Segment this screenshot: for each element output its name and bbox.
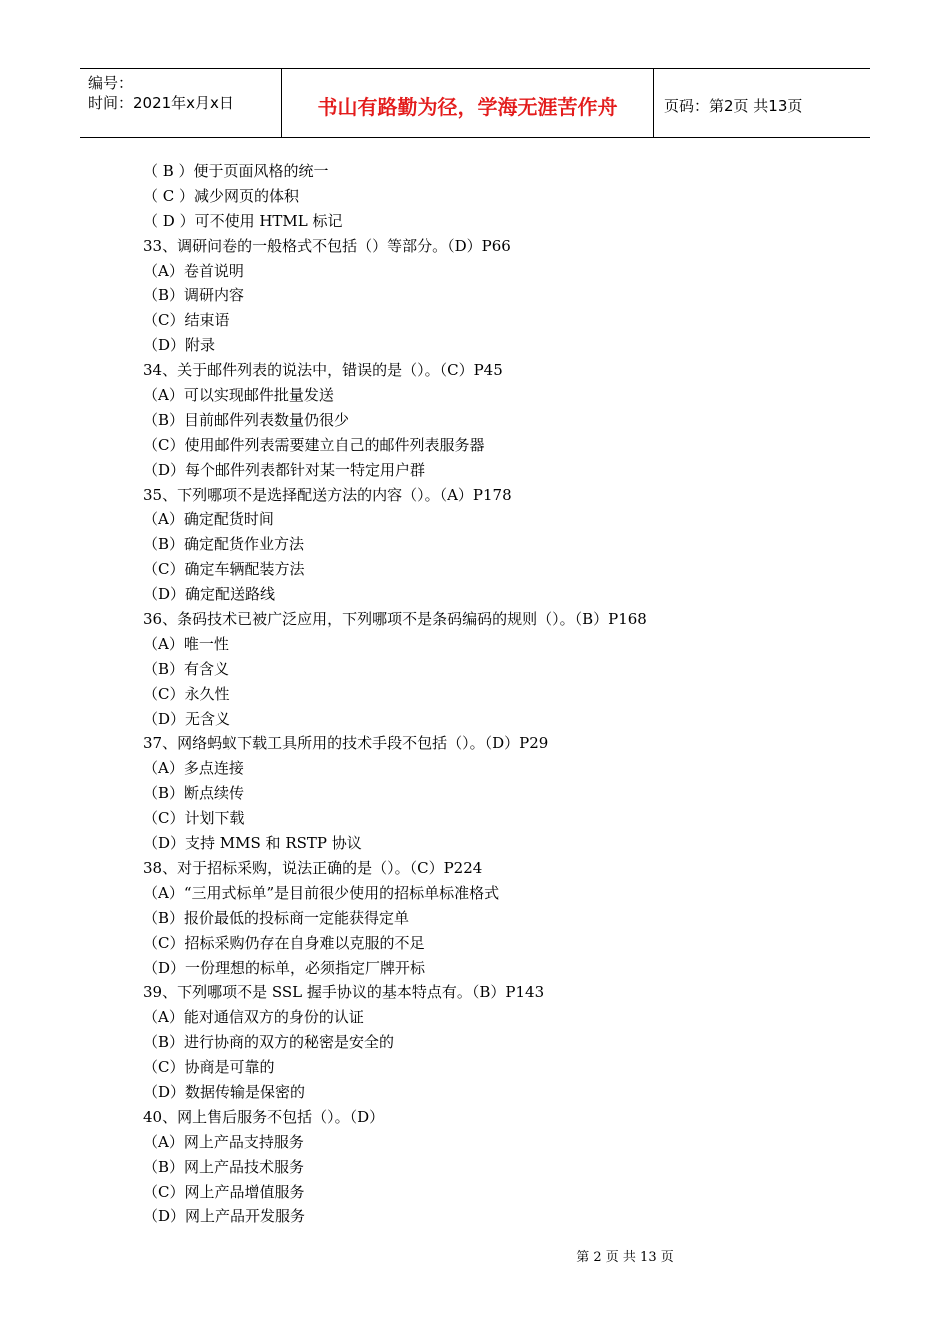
option-line: （D）附录 [143,336,216,355]
option-line: （D）数据传输是保密的 [143,1082,306,1101]
option-line: （D）无含义 [143,709,231,728]
option-line: （D）网上产品开发服务 [143,1207,306,1226]
document-number-label: 编号： [88,74,134,92]
option-line: （D）每个邮件列表都针对某一特定用户群 [143,460,426,479]
option-line: （ D ）可不使用 HTML 标记 [143,211,343,230]
question-line: 38、对于招标采购，说法正确的是（）。（C）P224 [143,858,483,877]
option-line: （A）“三用式标单”是目前很少使用的招标单标准格式 [143,883,500,902]
option-line: （C）结束语 [143,311,230,330]
option-line: （D）支持 MMS 和 RSTP 协议 [143,834,362,853]
option-line: （A）多点连接 [143,759,244,778]
option-line: （C）协商是可靠的 [143,1058,275,1077]
option-line: （ C ）减少网页的体积 [143,186,300,205]
option-line: （B）确定配货作业方法 [143,535,305,554]
question-line: 35、下列哪项不是选择配送方法的内容（）。（A）P178 [143,485,512,504]
option-line: （D）确定配送路线 [143,585,276,604]
option-line: （C）永久性 [143,684,230,703]
option-line: （A）确定配货时间 [143,510,274,529]
question-line: 34、关于邮件列表的说法中，错误的是（）。（C）P45 [143,361,503,380]
header-page-info: 页码：第2页 共13页 [664,96,803,115]
option-line: （C）使用邮件列表需要建立自己的邮件列表服务器 [143,435,485,454]
option-line: （A）网上产品支持服务 [143,1132,304,1151]
page-header [80,68,870,138]
option-line: （B）网上产品技术服务 [143,1157,305,1176]
question-line: 39、下列哪项不是 SSL 握手协议的基本特点有。（B）P143 [143,983,545,1002]
option-line: （A）能对通信双方的身份的认证 [143,1008,364,1027]
option-line: （B）调研内容 [143,286,245,305]
option-line: （A）可以实现邮件批量发送 [143,386,334,405]
option-line: （B）断点续传 [143,784,245,803]
option-line: （D）一份理想的标单，必须指定厂牌开标 [143,958,426,977]
header-meta [80,69,282,137]
option-line: （B）进行协商的双方的秘密是安全的 [143,1033,395,1052]
footer-page-number: 第 2 页 共 13 页 [576,1250,674,1265]
header-motto: 书山有路勤为径，学海无涯苦作舟 [282,69,654,137]
question-line: 36、条码技术已被广泛应用，下列哪项不是条码编码的规则（）。（B）P168 [143,610,647,629]
option-line: （C）计划下载 [143,809,245,828]
question-line: 37、网络蚂蚁下载工具所用的技术手段不包括（）。（D）P29 [143,734,549,753]
option-line: （B）目前邮件列表数量仍很少 [143,410,350,429]
option-line: （B）有含义 [143,659,230,678]
document-time: 时间：2021年x月x日 [88,94,234,112]
option-line: （A）卷首说明 [143,261,244,280]
option-line: （ B ）便于页面风格的统一 [143,162,329,180]
question-line: 33、调研问卷的一般格式不包括（）等部分。（D）P66 [143,236,511,255]
option-line: （C）确定车辆配装方法 [143,560,305,579]
page-footer [0,1246,950,1265]
option-line: （A）唯一性 [143,634,229,653]
question-list [143,159,863,1229]
option-line: （B）报价最低的投标商一定能获得定单 [143,908,410,927]
option-line: （C）网上产品增值服务 [143,1182,305,1201]
option-line: （C）招标采购仍存在自身难以克服的不足 [143,933,425,952]
question-line: 40、网上售后服务不包括（）。（D） [143,1107,385,1126]
